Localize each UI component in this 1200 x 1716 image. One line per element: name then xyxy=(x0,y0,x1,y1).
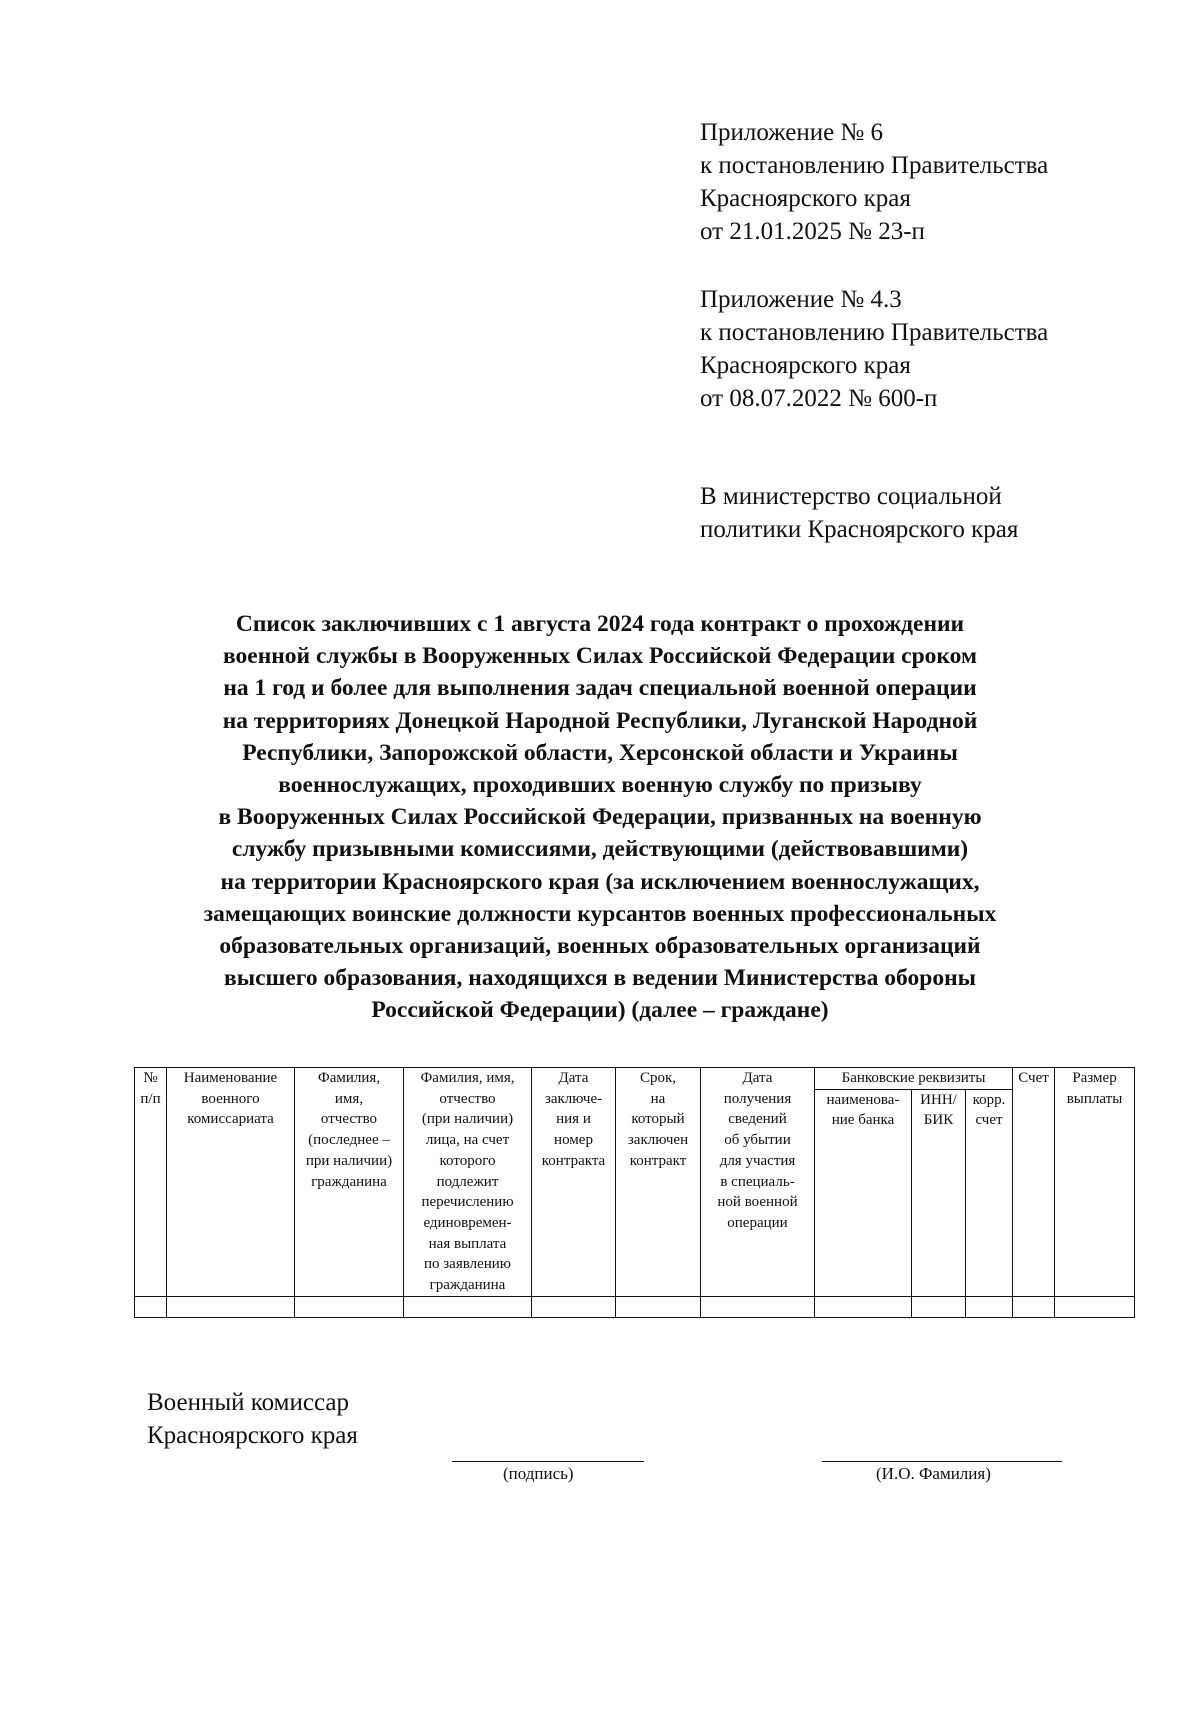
title-line: в Вооруженных Силах Российской Федерации, призванных на военную xyxy=(218,804,982,831)
appendix-4-3-title: Приложение № 4.3 xyxy=(700,286,902,313)
addressee-line: политики Красноярского края xyxy=(700,516,1019,543)
title-line: военнослужащих, проходивших военную службу по призыву xyxy=(278,772,922,799)
title-line: Российской Федерации) (далее – граждане) xyxy=(371,997,829,1024)
addressee-block xyxy=(700,480,1018,546)
header-account: Счет xyxy=(1013,1068,1055,1297)
appendix-6-date: от 21.01.2025 № 23-п xyxy=(700,218,925,245)
appendix-6-region: Красноярского края xyxy=(700,185,911,212)
table-row xyxy=(135,1296,1135,1317)
appendix-4-3-block xyxy=(700,283,1048,415)
title-line: службу призывными комиссиями, действующими (действовавшими) xyxy=(231,836,969,863)
title-line: образовательных организаций, военных образовательных организаций xyxy=(219,933,981,960)
citizens-table xyxy=(134,1067,1135,1318)
header-bank-name: наименова- ние банка xyxy=(815,1089,912,1296)
header-contract-term: Срок, на который заключен контракт xyxy=(616,1068,701,1297)
title-line: на территории Красноярского края (за исключением военнослужащих, xyxy=(220,868,980,895)
title-line: военной службы в Вооруженных Силах Российской Федерации сроком xyxy=(223,643,977,670)
header-contract-date: Дата заключе- ния и номер контракта xyxy=(532,1068,616,1297)
header-departure-date: Дата получения сведений об убытии для участия в специаль- ной военной операции xyxy=(701,1068,815,1297)
signatory-block xyxy=(147,1386,358,1452)
title-line: на 1 год и более для выполнения задач специальной военной операции xyxy=(223,675,977,702)
signature-line xyxy=(452,1461,644,1462)
title-line: на территориях Донецкой Народной Республики, Луганской Народной xyxy=(222,707,978,734)
signature-caption: (подпись) xyxy=(503,1464,574,1483)
appendix-4-3-resolution: к постановлению Правительства xyxy=(700,319,1049,346)
appendix-6-resolution: к постановлению Правительства xyxy=(700,152,1049,179)
header-recipient-name: Фамилия, имя, отчество (при наличии) лица, на счет которого подлежит перечислению единовремен- ная выплата по заявлению гражданина xyxy=(404,1068,532,1297)
header-bank-details: Банковские реквизиты xyxy=(815,1068,1013,1090)
header-payment-amount: Размер выплаты xyxy=(1055,1068,1135,1297)
header-commissariat: Наименование военного комиссариата xyxy=(167,1068,295,1297)
document-title xyxy=(120,608,1080,1027)
appendix-6-block xyxy=(700,116,1048,248)
header-corr-account: корр. счет xyxy=(966,1089,1013,1296)
signatory-position: Военный комиссар xyxy=(147,1389,349,1416)
appendix-4-3-date: от 08.07.2022 № 600-п xyxy=(700,385,938,412)
addressee-line: В министерство социальной xyxy=(700,483,1002,510)
header-number: № п/п xyxy=(135,1068,167,1297)
appendix-6-title: Приложение № 6 xyxy=(700,119,884,146)
signatory-region: Красноярского края xyxy=(147,1422,358,1449)
appendix-4-3-region: Красноярского края xyxy=(700,352,911,379)
title-line: замещающих воинские должности курсантов военных профессиональных xyxy=(203,900,997,927)
name-caption: (И.О. Фамилия) xyxy=(876,1464,991,1483)
title-line: Список заключивших с 1 августа 2024 года контракт о прохождении xyxy=(235,611,965,637)
header-citizen-name: Фамилия, имя, отчество (последнее – при наличии) гражданина xyxy=(295,1068,404,1297)
title-line: высшего образования, находящихся в ведении Министерства обороны xyxy=(224,965,976,992)
header-inn-bik: ИНН/ БИК xyxy=(912,1089,966,1296)
name-line xyxy=(822,1461,1062,1462)
title-line: Республики, Запорожской области, Херсонской области и Украины xyxy=(242,739,958,766)
